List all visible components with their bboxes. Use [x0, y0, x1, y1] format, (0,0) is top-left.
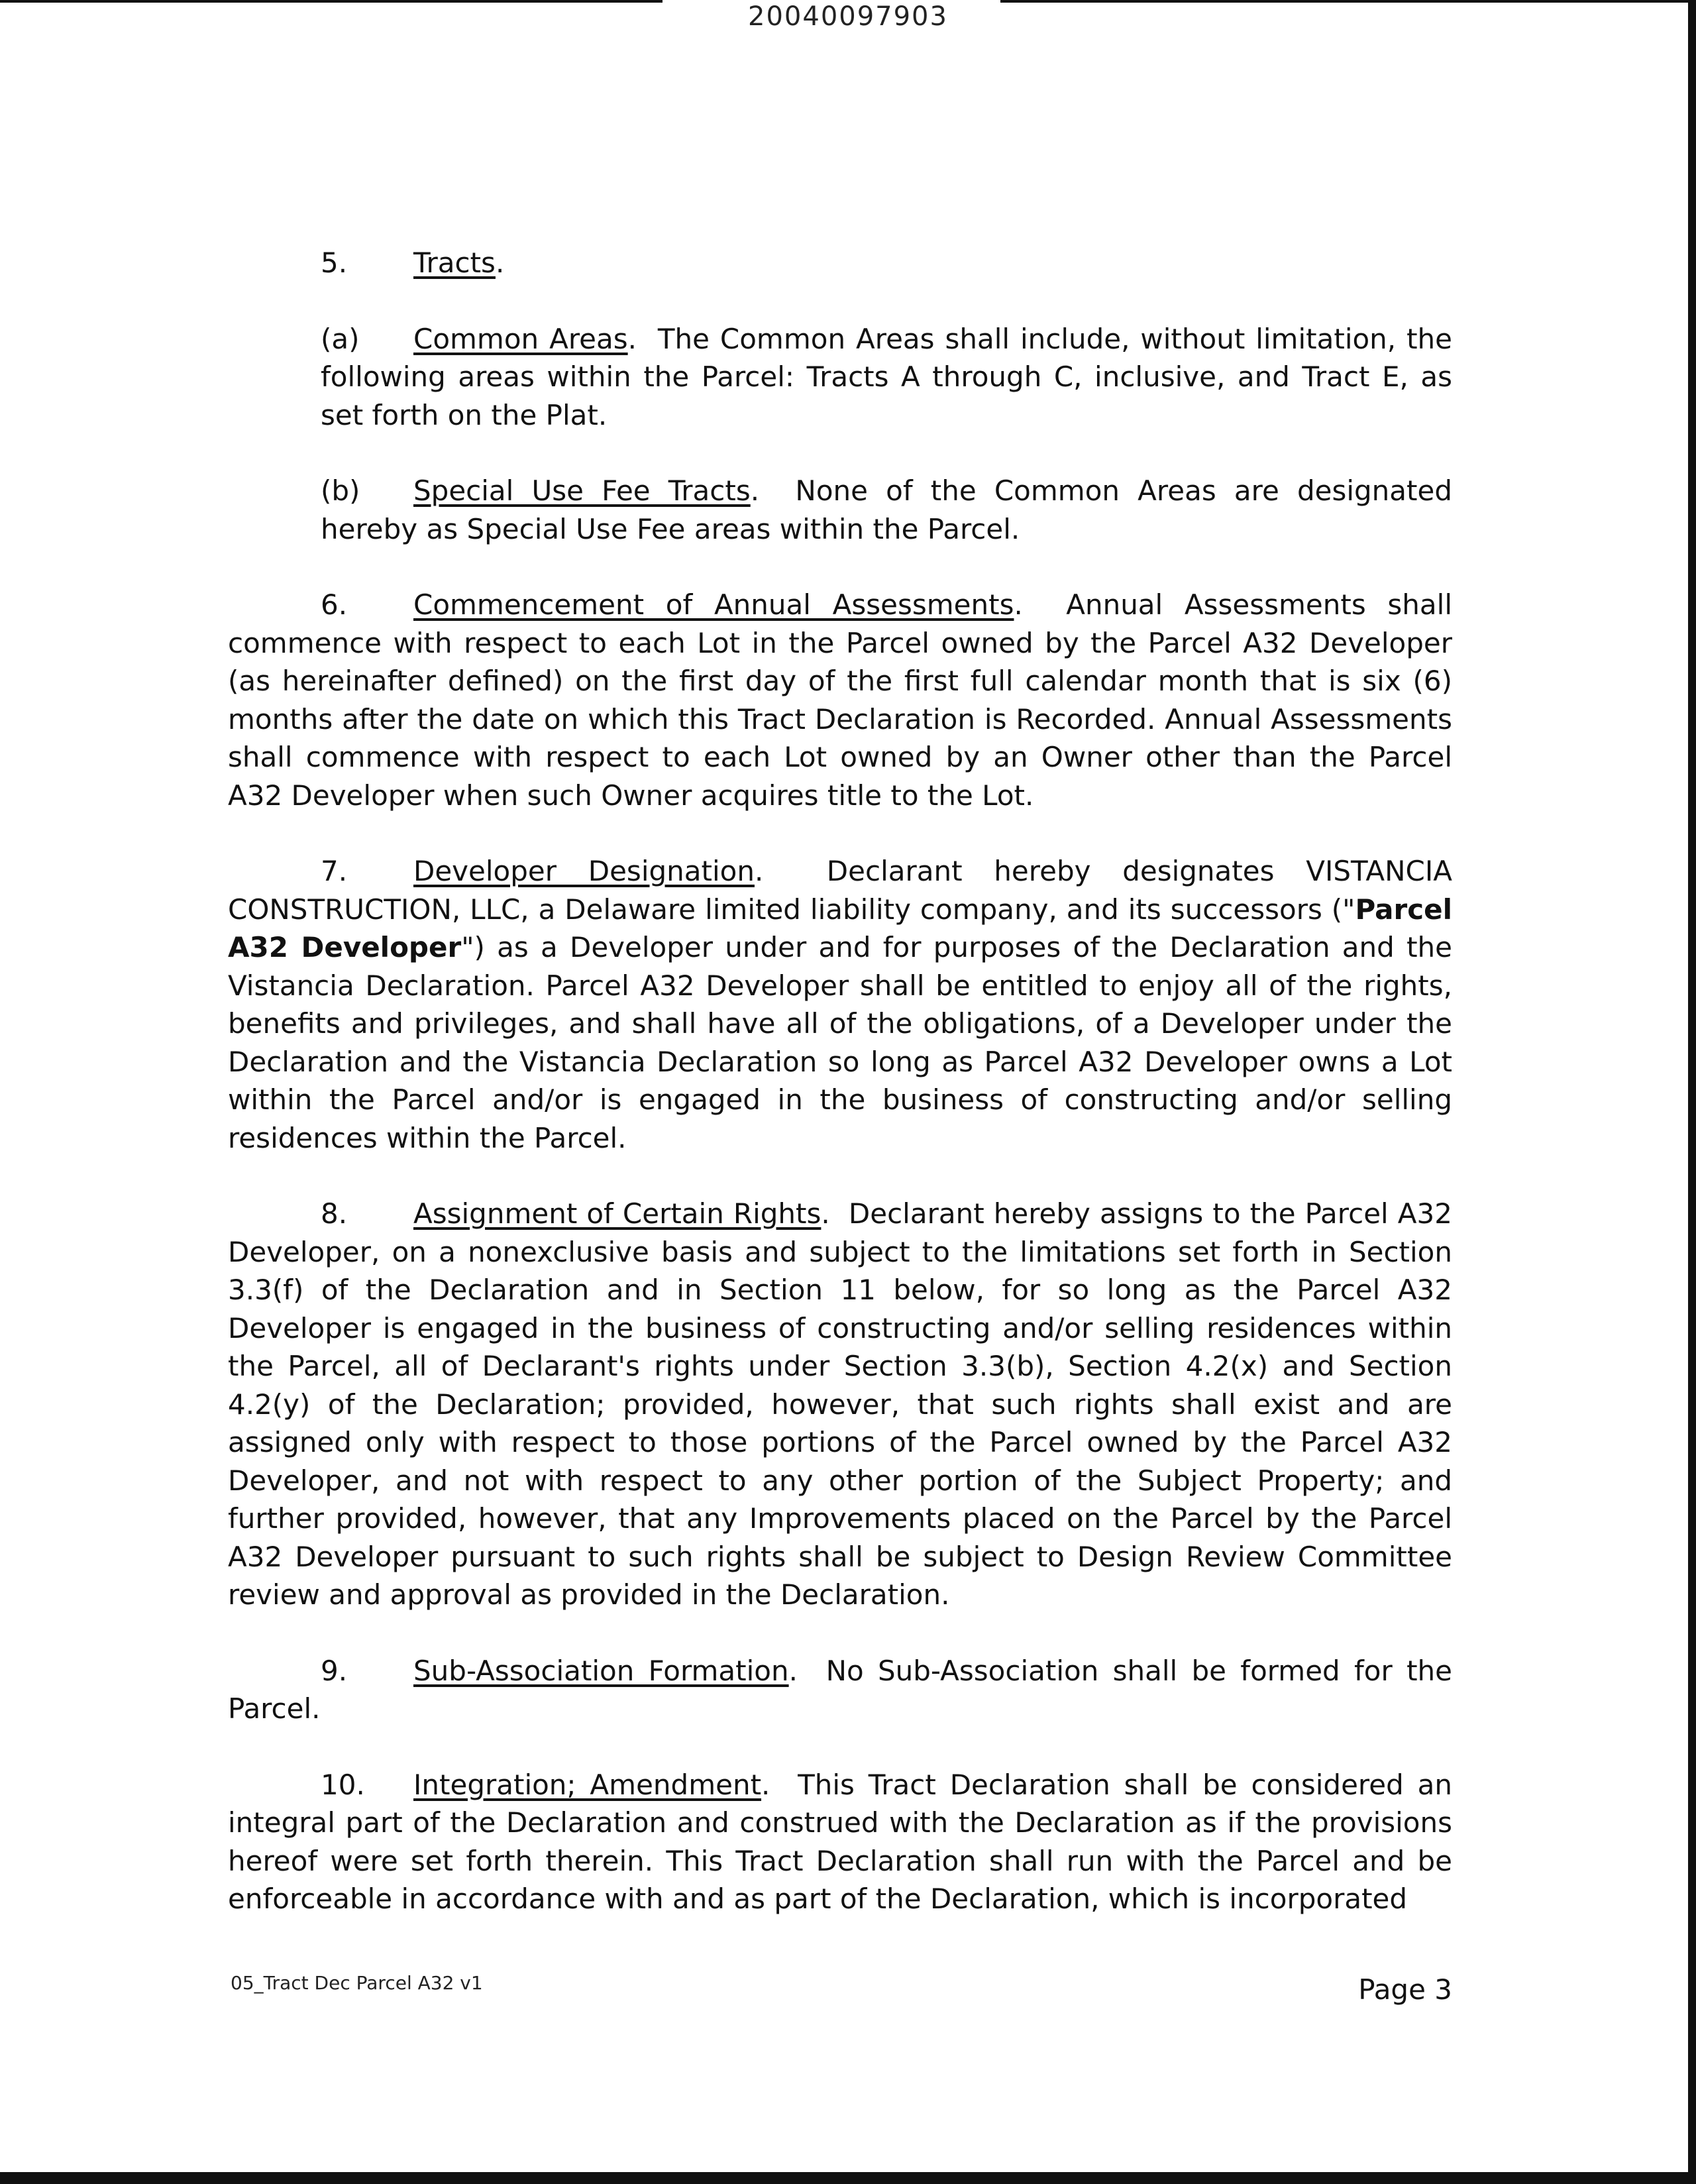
section-title: Commencement of Annual Assessments	[413, 588, 1014, 621]
bottom-border	[0, 2172, 1696, 2184]
section-title: Common Areas	[413, 322, 628, 355]
section-6: 6. Commencement of Annual Assessments. Annual Assessments shall commence with respect to each Lot in the Parcel owned by the Parcel A32 Developer (as hereinafter defined) on the first day of the first full calendar month that is six (6) months after the date on which this Tract Declaration is Recorded. Annual Assessments shall commence with respect to each Lot owned by an Owner other than the Parcel A32 Developer when such Owner acquires title to the Lot.	[228, 586, 1452, 814]
section-text: The Common Areas shall include, without limitation, the following areas within the Parcel: Tracts A through C, inclusive, and Tract E, as set forth on the Plat.	[321, 322, 1453, 431]
section-number: (a)	[321, 322, 360, 355]
section-number: 7.	[321, 855, 348, 887]
section-number: 10.	[321, 1768, 365, 1801]
page-number: Page 3	[1358, 1973, 1452, 2006]
section-text-continued: ") as a Developer under and for purposes of the Declaration and the Vistancia Declaration. Parcel A32 Developer shall be entitled to enjoy all of the rights, benefits and privileges, and shall have all of the obligations, of a Developer under the Declaration and the Vistancia Declaration so long as Parcel A32 Developer owns a Lot within the Parcel and/or is engaged in the business of constructing and/or selling residences within the Parcel.	[228, 931, 1452, 1154]
section-text: Annual Assessments shall commence with respect to each Lot in the Parcel owned by the Parcel A32 Developer (as hereinafter defined) on the first day of the first full calendar month that is six (6) months after the date on which this Tract Declaration is Recorded. Annual Assessments shall commence with respect to each Lot owned by an Owner other than the Parcel A32 Developer when such Owner acquires title to the Lot.	[228, 588, 1452, 812]
section-5: 5. Tracts.	[228, 244, 1452, 282]
section-title: Integration; Amendment	[413, 1768, 762, 1801]
section-8: 8. Assignment of Certain Rights. Declarant hereby assigns to the Parcel A32 Developer, on a nonexclusive basis and subject to the limitations set forth in Section 3.3(f) of the Declaration and in Section 11 below, for so long as the Parcel A32 Developer is engaged in the business of constructing and/or selling residences within the Parcel, all of Declarant's rights under Section 3.3(b), Section 4.2(x) and Section 4.2(y) of the Declaration; provided, however, that such rights shall exist and are assigned only with respect to those portions of the Parcel owned by the Parcel A32 Developer, and not with respect to any other portion of the Subject Property; and further provided, however, that any Improvements placed on the Parcel by the Parcel A32 Developer pursuant to such rights shall be subject to Design Review Committee review and approval as provided in the Declaration.	[228, 1195, 1452, 1614]
section-9: 9. Sub-Association Formation. No Sub-Association shall be formed for the Parcel.	[228, 1652, 1452, 1728]
section-text: Declarant hereby designates VISTANCIA CONSTRUCTION, LLC, a Delaware limited liability company, and its successors ("	[228, 855, 1452, 926]
section-title: Special Use Fee Tracts	[413, 474, 751, 507]
document-body	[228, 244, 1452, 1956]
section-5b: (b) Special Use Fee Tracts. None of the Common Areas are designated hereby as Special Use Fee areas within the Parcel.	[228, 472, 1452, 548]
section-number: 8.	[321, 1197, 348, 1230]
section-7: 7. Developer Designation. Declarant hereby designates VISTANCIA CONSTRUCTION, LLC, a Delaware limited liability company, and its successors ("Parcel A32 Developer") as a Developer under and for purposes of the Declaration and the Vistancia Declaration. Parcel A32 Developer shall be entitled to enjoy all of the rights, benefits and privileges, and shall have all of the obligations, of a Developer under the Declaration and the Vistancia Declaration so long as Parcel A32 Developer owns a Lot within the Parcel and/or is engaged in the business of constructing and/or selling residences within the Parcel.	[228, 852, 1452, 1157]
section-number: 9.	[321, 1654, 348, 1687]
section-5a: (a) Common Areas. The Common Areas shall include, without limitation, the following areas within the Parcel: Tracts A through C, inclusive, and Tract E, as set forth on the Plat.	[228, 320, 1452, 435]
section-title: Tracts	[413, 246, 496, 279]
section-title: Assignment of Certain Rights	[413, 1197, 822, 1230]
section-text: No Sub-Association shall be formed for the Parcel.	[228, 1654, 1452, 1725]
section-number: (b)	[321, 474, 360, 507]
defined-term: Parcel A32 Developer	[228, 893, 1452, 963]
section-number: 6.	[321, 588, 348, 621]
document-number: 20040097903	[748, 1, 948, 32]
section-text: Declarant hereby assigns to the Parcel A32 Developer, on a nonexclusive basis and subject to the limitations set forth in Section 3.3(f) of the Declaration and in Section 11 below, for so long as the Parcel A32 Developer is engaged in the business of constructing and/or selling residences within the Parcel, all of Declarant's rights under Section 3.3(b), Section 4.2(x) and Section 4.2(y) of the Declaration; provided, however, that such rights shall exist and are assigned only with respect to those portions of the Parcel owned by the Parcel A32 Developer, and not with respect to any other portion of the Subject Property; and further provided, however, that any Improvements placed on the Parcel by the Parcel A32 Developer pursuant to such rights shall be subject to Design Review Committee review and approval as provided in the Declaration.	[228, 1197, 1452, 1611]
section-title: Sub-Association Formation	[413, 1654, 789, 1687]
footer-file-name: 05_Tract Dec Parcel A32 v1	[231, 1972, 483, 1994]
section-text: None of the Common Areas are designated hereby as Special Use Fee areas within the Parcel.	[321, 474, 1452, 545]
section-text: This Tract Declaration shall be considered an integral part of the Declaration and construed with the Declaration as if the provisions hereof were set forth therein. This Tract Declaration shall run with the Parcel and be enforceable in accordance with and as part of the Declaration, which is incorporated	[228, 1768, 1452, 1915]
section-number: 5.	[321, 246, 348, 279]
section-10: 10. Integration; Amendment. This Tract Declaration shall be considered an integral part of the Declaration and construed with the Declaration as if the provisions hereof were set forth therein. This Tract Declaration shall run with the Parcel and be enforceable in accordance with and as part of the Declaration, which is incorporated	[228, 1766, 1452, 1918]
right-border	[1688, 0, 1696, 2184]
section-title: Developer Designation	[413, 855, 755, 887]
